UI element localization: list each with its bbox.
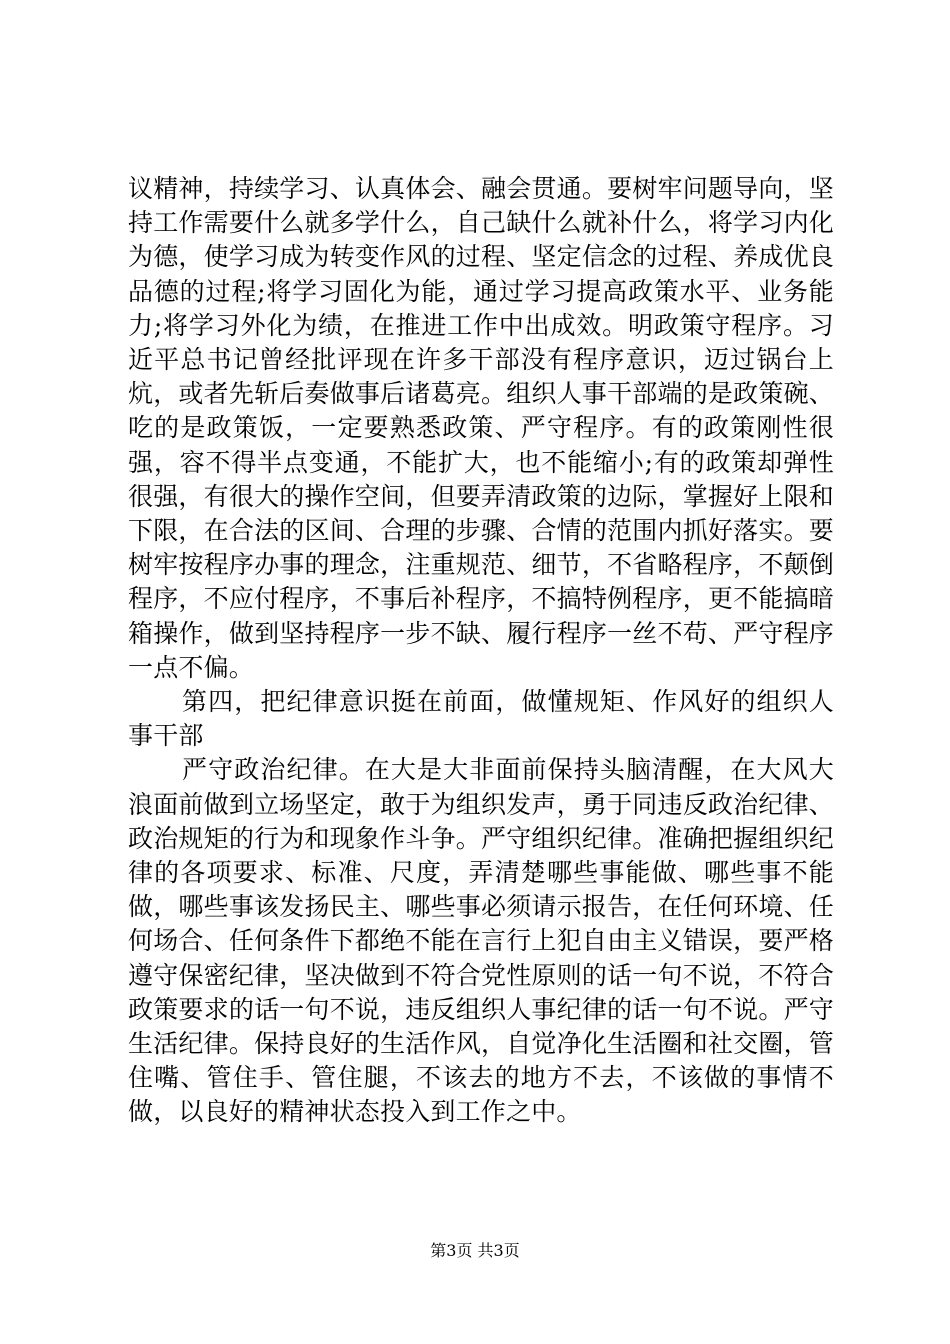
page-footer: 第3页 共3页 [430,1241,520,1260]
paragraph-discipline: 严守政治纪律。在大是大非面前保持头脑清醒，在大风大浪面前做到立场坚定，敢于为组织发声，勇于同违反政治纪律、政治规矩的行为和现象作斗争。严守组织纪律。准确把握组织纪律的各项要求、标准、尺度，弄清楚哪些事能做、哪些事不能做，哪些事该发扬民主、哪些事必须请示报告，在任何环境、任何场合、任何条件下都绝不能在言行上犯自由主义错误，要严格遵守保密纪律，坚决做到不符合党性原则的话一句不说，不符合政策要求的话一句不说，违反组织人事纪律的话一句不说。严守生活纪律。保持良好的生活作风，自觉净化生活圈和社交圈，管住嘴、管住手、管住腿，不该去的地方不去，不该做的事情不做，以良好的精神状态投入到工作之中。 [128,755,834,1127]
document-body [128,172,834,1130]
section-heading-fourth: 第四，把纪律意识挺在前面，做懂规矩、作风好的组织人事干部 [128,687,834,751]
paragraph-continued: 议精神，持续学习、认真体会、融会贯通。要树牢问题导向，坚持工作需要什么就多学什么，自己缺什么就补什么，将学习内化为德，使学习成为转变作风的过程、坚定信念的过程、养成优良品德的过程;将学习固化为能，通过学习提高政策水平、业务能力;将学习外化为绩，在推进工作中出成效。明政策守程序。习近平总书记曾经批评现在许多干部没有程序意识，迈过锅台上炕，或者先斩后奏做事后诸葛亮。组织人事干部端的是政策碗、吃的是政策饭，一定要熟悉政策、严守程序。有的政策刚性很强，容不得半点变通，不能扩大，也不能缩小;有的政策却弹性很强，有很大的操作空间，但要弄清政策的边际，掌握好上限和下限，在合法的区间、合理的步骤、合情的范围内抓好落实。要树牢按程序办事的理念，注重规范、细节，不省略程序，不颠倒程序，不应付程序，不事后补程序，不搞特例程序，更不能搞暗箱操作，做到坚持程序一步不缺、履行程序一丝不苟、严守程序一点不偏。 [128,174,834,682]
